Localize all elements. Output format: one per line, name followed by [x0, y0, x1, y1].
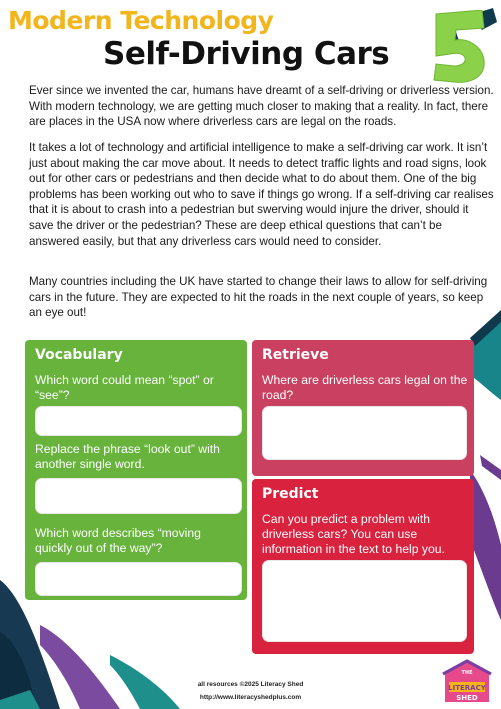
retrieve-question: Where are driverless cars legal on the road?: [262, 373, 468, 402]
literacy-shed-logo: [441, 658, 493, 706]
vocabulary-question-2: Replace the phrase “look out” with another single word.: [35, 442, 220, 471]
logo-text-the: THE: [461, 670, 473, 676]
vocabulary-heading: Vocabulary: [35, 347, 123, 363]
vocabulary-box: [25, 340, 247, 600]
predict-box: [252, 479, 474, 654]
vocabulary-question-1: Which word could mean “spot” or “see”?: [35, 373, 214, 402]
predict-question: Can you predict a problem with driverless cars? You can use information in the text to help you.: [262, 512, 445, 556]
predict-heading: Predict: [262, 486, 319, 502]
paragraph-1: Ever since we invented the car, humans have dreamt of a self-driving or driverless version. With modern technology, we are getting much closer to making that a reality. In fact, there are places in the USA now where driverless cars are legal on the roads.: [29, 84, 494, 129]
paragraph-2: It takes a lot of technology and artificial intelligence to make a self-driving car work. It isn’t just about making the car move about. It needs to detect traffic lights and road signs, look out for other cars or pedestrians and then decide what to do about them. One of the big problems has been working out who to save if things go wrong. If a self-driving car realises that it is about to crash into a pedestrian but swerving would injure the driver, should it save the driver or the pedestrian? These are deep ethical questions that can’t be answered easily, but that any driverless cars would need to consider.: [29, 141, 494, 248]
footer-url[interactable]: http://www.literacyshedplus.com: [199, 694, 302, 701]
paragraph-3: Many countries including the UK have started to change their laws to allow for self-driving cars in the future. They are expected to hit the roads in the next couple of years, so keep an eye out!: [29, 275, 488, 320]
logo-text-literacy: LITERACY: [448, 684, 486, 692]
number-five-logo: [428, 10, 490, 84]
retrieve-answer-box[interactable]: [262, 406, 467, 460]
vocabulary-question-3: Which word describes “moving quickly out of the way”?: [35, 526, 201, 555]
vocabulary-answer-box-1[interactable]: [35, 406, 242, 436]
topic-heading: Modern Technology: [8, 6, 274, 35]
vocabulary-answer-box-2[interactable]: [35, 478, 242, 514]
retrieve-box: [252, 340, 474, 476]
predict-answer-box[interactable]: [262, 560, 467, 642]
vocabulary-answer-box-3[interactable]: [35, 562, 242, 596]
retrieve-heading: Retrieve: [262, 347, 329, 363]
footer-copyright: all resources ©2025 Literacy Shed: [197, 681, 304, 688]
logo-text-shed: SHED: [456, 694, 478, 702]
page-title: Self-Driving Cars: [103, 36, 390, 72]
